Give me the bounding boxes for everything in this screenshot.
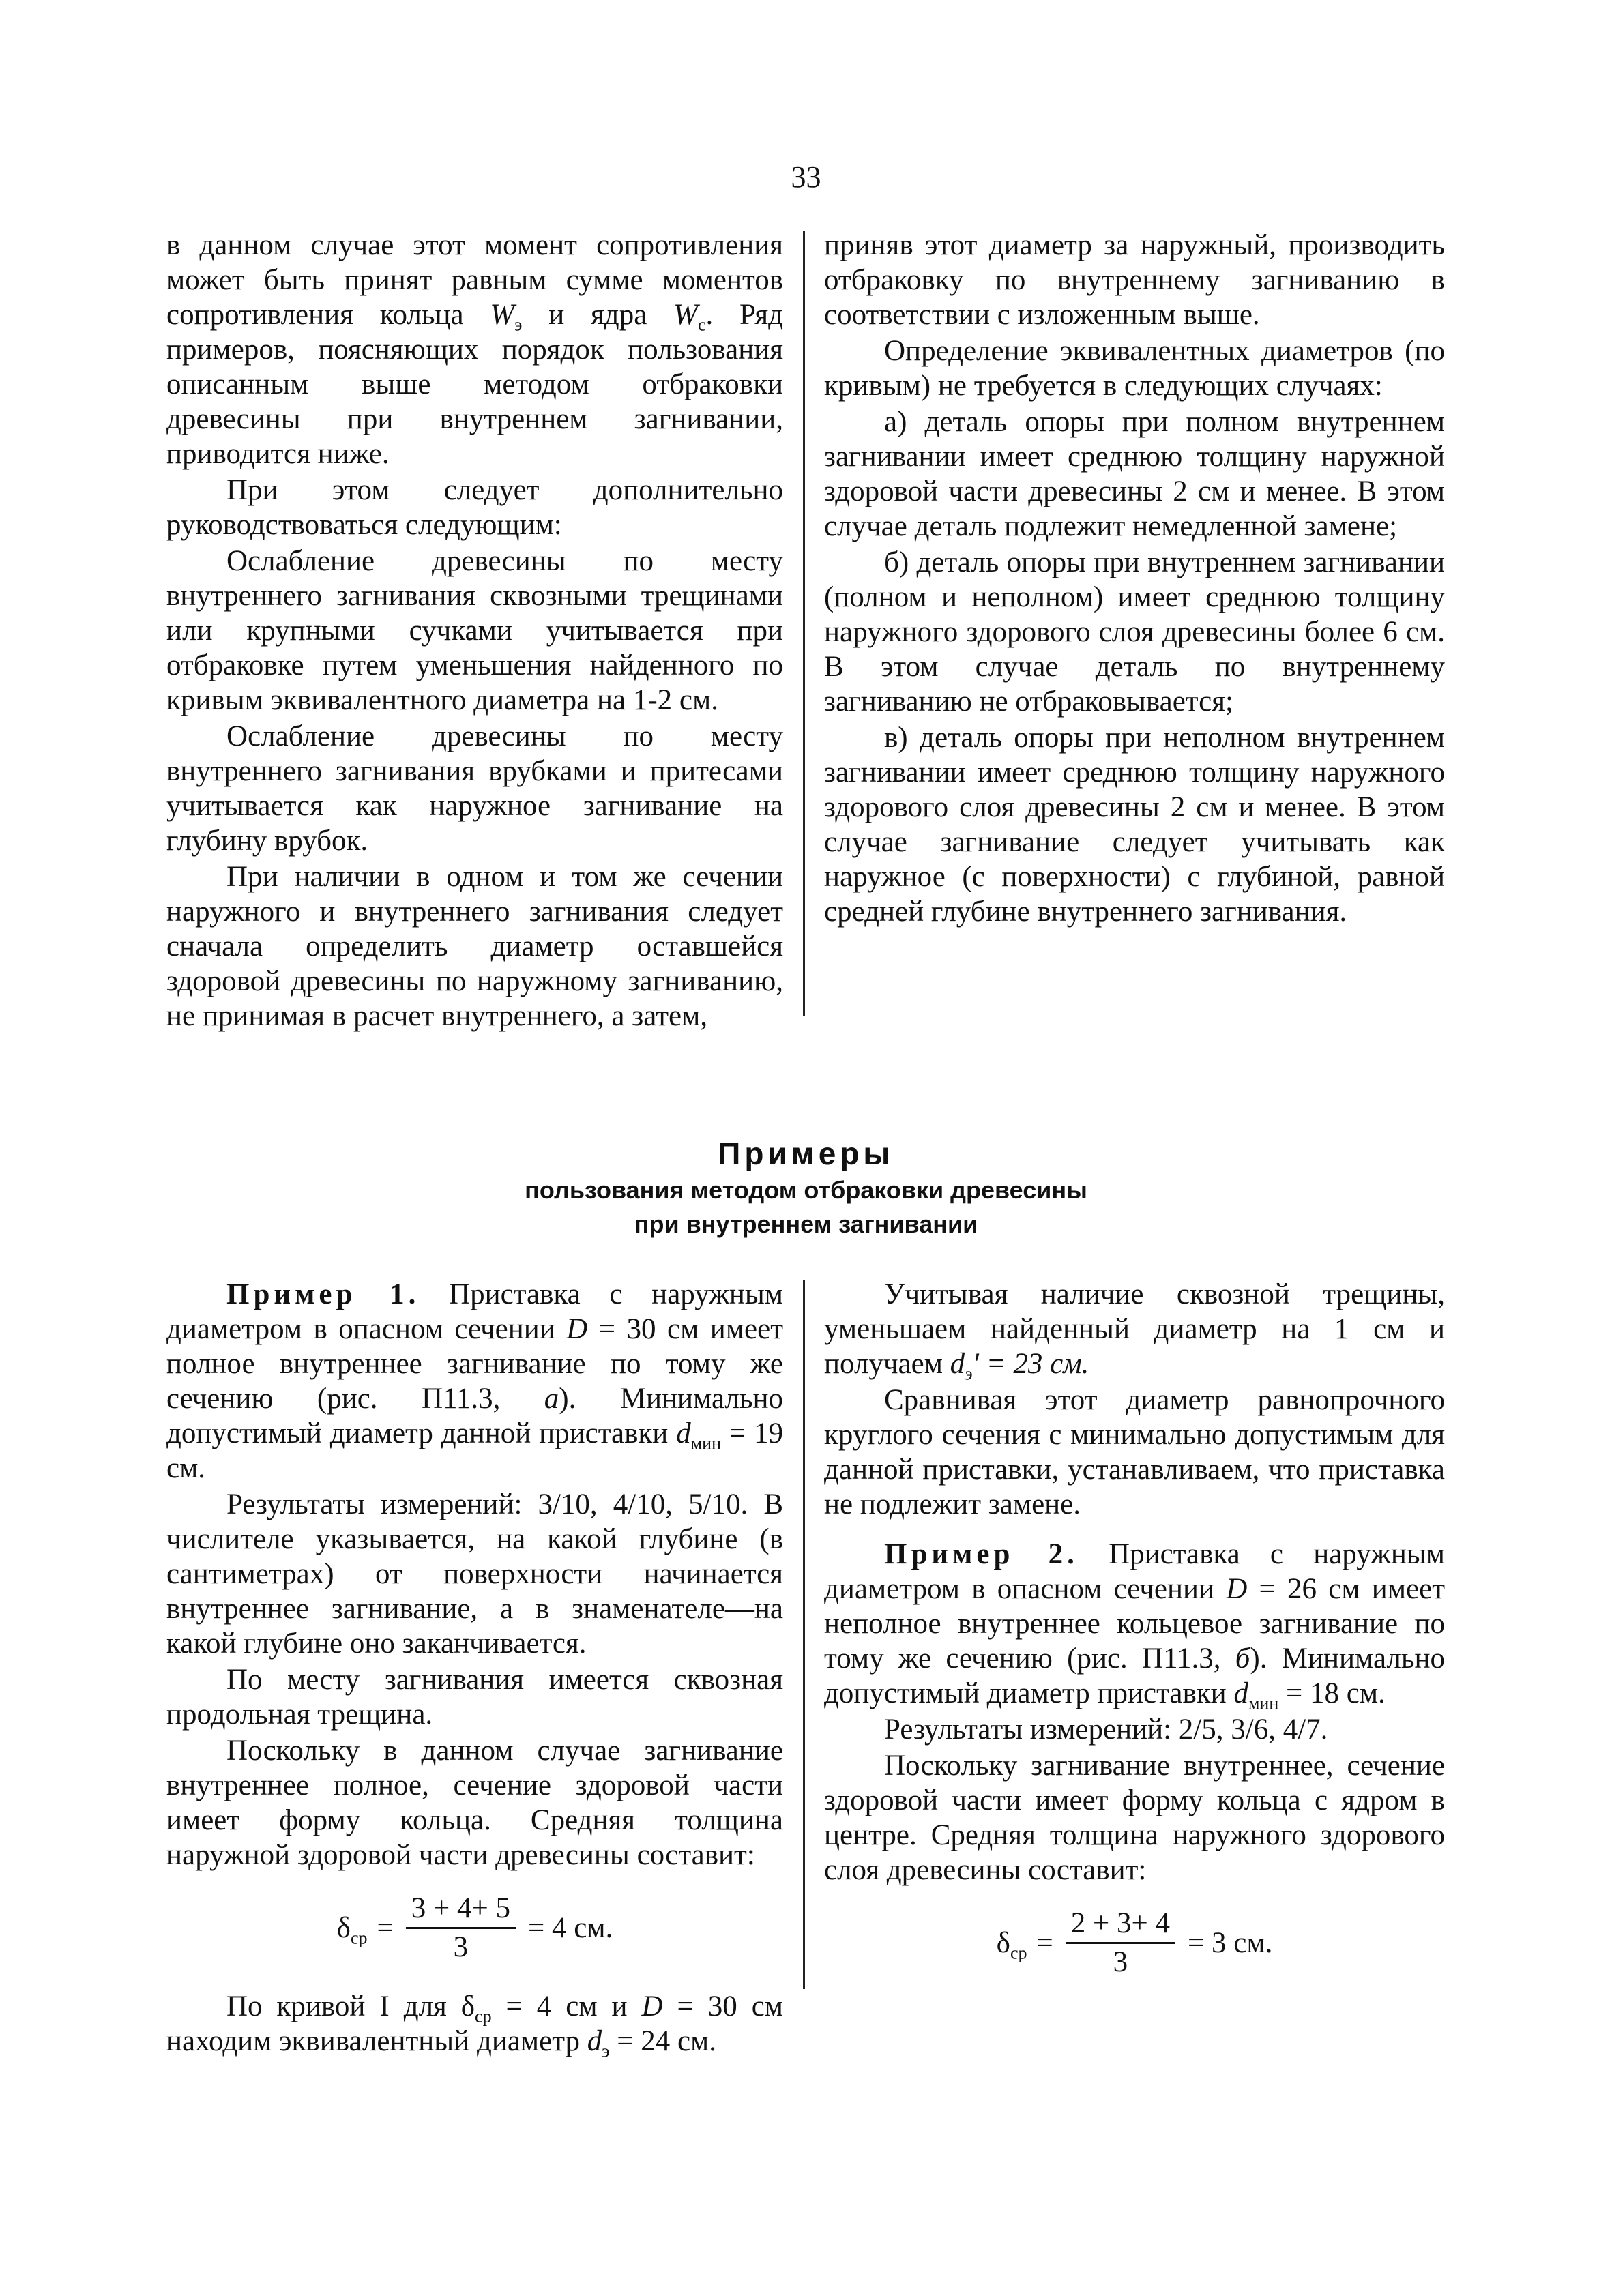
symbol-d: d [587,2025,602,2057]
formula-equals: = [377,1912,394,1944]
subscript: мин [1248,1693,1279,1713]
formula-lhs [336,1911,368,1948]
text-run: . Ряд примеров, поясняющих порядок пользования описанным выше методом отбраковки древесины при внутреннем загнивании, приводится ниже. [166,299,783,470]
text-run: Приставка с наружным диаметром в опасном сечении [824,1538,1445,1605]
text-run: По кривой I для δ [226,1990,475,2022]
example-1-intro [166,1277,783,1486]
text-run: Учитывая наличие сквозной трещины, уменьшаем найденный диаметр на 1 см и получаем [824,1278,1445,1380]
text-run: = 26 см имеет неполное внутреннее кольцевое загнивание по тому же сечению (рис. П11.3, [824,1573,1445,1675]
paragraph: приняв этот диаметр за наружный, производить отбраковку по внутреннему загниванию в соответствии с изложенным выше. [824,229,1445,331]
symbol-D: D [566,1313,588,1345]
paragraph [166,228,783,471]
text-run: ). Минимально допустимый диаметр приставки [824,1643,1445,1709]
top-right-column [824,228,1445,930]
paragraph: При этом следует дополнительно руководствоваться следующим: [166,474,783,541]
formula-average-thickness [824,1907,1445,1979]
text-run: = 19 см. [166,1417,783,1484]
paragraph: Определение эквивалентных диаметров (по кривым) не требуется в следующих случаях: [824,335,1445,402]
subscript: c [697,314,706,335]
formula-rhs: = 3 см. [1188,1927,1273,1959]
bottom-left-column [166,1277,783,2060]
text-run: в данном случае этот момент сопротивления может быть принят равным сумме моментов сопротивления кольца [166,229,783,331]
formula-fraction [406,1892,516,1964]
example-2-intro [824,1537,1445,1711]
text-run: ' = 23 см. [972,1348,1089,1380]
paragraph: Поскольку загнивание внутреннее, сечение здоровой части имеет форму кольца с ядром в центре. Средняя толщина наружного здорового слоя древесины составит: [824,1750,1445,1886]
subscript: ср [1010,1943,1027,1963]
paragraph: а) деталь опоры при полном внутреннем загнивании имеет среднюю толщину наружной здоровой части древесины 2 см и менее. В этом случае деталь подлежит немедленной замене; [824,406,1445,542]
symbol-W: W [673,299,698,331]
bottom-right-column [824,1277,1445,2004]
text-run: = 30 см находим эквивалентный диаметр [166,1990,784,2057]
heading-subtitle-line2: при внутреннем загнивании [634,1210,978,1238]
formula-fraction [1066,1907,1175,1979]
symbol-d: d [950,1348,965,1380]
text-run: = 4 см и [491,1990,642,2022]
symbol-D: D [1226,1573,1248,1605]
figure-letter: а [544,1383,559,1415]
paragraph: Ослабление древесины по месту внутреннего загнивания сквозными трещинами или крупными сучками учитывается при отбраковке путем уменьшения найденного по кривым эквивалентного диаметра на 1-2 см. [166,545,783,716]
formula-lhs [996,1926,1027,1963]
page-number: 33 [791,160,821,194]
paragraph: По месту загнивания имеется сквозная продольная трещина. [166,1664,783,1731]
text-run: Приставка с наружным диаметром в опасном сечении [166,1278,783,1345]
paragraph: Поскольку в данном случае загнивание внутреннее полное, сечение здоровой части имеет форму кольца. Средняя толщина наружной здоровой части древесины составит: [166,1735,783,1871]
symbol-W: W [490,299,515,331]
subscript: э [514,314,523,335]
fraction-numerator: 3 + 4+ 5 [406,1892,516,1929]
paragraph: б) деталь опоры при внутреннем загнивании (полном и неполном) имеет среднюю толщину наружного здорового слоя древесины более 6 см. В этом случае деталь по внутреннему загниванию не отбраковывается; [824,546,1445,718]
delta-symbol: δ [336,1912,351,1944]
subscript: мин [690,1433,721,1454]
example-label: Пример 2. [884,1538,1079,1570]
heading-subtitle-line1: пользования методом отбраковки древесины [525,1176,1087,1204]
paragraph: При наличии в одном и том же сечении наружного и внутреннего загнивания следует сначала определить диаметр оставшейся здоровой древесины по наружному загниванию, не принимая в расчет внутреннего, а затем, [166,861,783,1032]
paragraph: Результаты измерений: 3/10, 4/10, 5/10. В числителе указывается, на какой глубине (в сантиметрах) от поверхности начинается внутреннее загнивание, а в знаменателе—на какой глубине оно заканчивается. [166,1488,783,1660]
symbol-D: D [641,1990,663,2022]
example-label: Пример 1. [226,1278,420,1310]
formula-average-thickness [166,1892,783,1964]
column-divider [803,1280,805,1989]
subscript: ср [350,1928,368,1948]
text-run: ). Минимально допустимый диаметр данной приставки [166,1383,783,1449]
formula-equals: = [1036,1927,1053,1959]
symbol-d: d [1233,1677,1248,1709]
figure-letter: б [1235,1643,1250,1675]
section-heading [0,1134,1612,1241]
paragraph: Ослабление древесины по месту внутреннего загнивания врубками и притесами учитывается как наружное загнивание на глубину врубок. [166,720,783,857]
paragraph: Сравнивая этот диаметр равнопрочного круглого сечения с минимально допустимым для данной приставки, устанавливаем, что приставка не подлежит замене. [824,1384,1445,1520]
text-run: = 24 см. [609,2025,716,2057]
subscript: э [965,1364,973,1384]
text-run: и ядра [522,299,674,331]
fraction-denominator: 3 [1113,1946,1128,1978]
paragraph: Результаты измерений: 2/5, 3/6, 4/7. [884,1713,1328,1746]
subscript: э [602,2041,610,2061]
paragraph: в) деталь опоры при неполном внутреннем загнивании имеет среднюю толщину наружного здорового слоя древесины 2 см и менее. В этом случае загнивание следует учитывать как наружное (с поверхности) с глубиной, равной средней глубине внутреннего загнивания. [824,722,1445,928]
paragraph [166,1989,783,2059]
paragraph [824,1277,1445,1384]
text-run: = 30 см имеет полное внутреннее загнивание по тому же сечению (рис. П11.3, [166,1313,783,1415]
heading-title: Примеры [718,1136,894,1171]
symbol-d: d [676,1417,691,1449]
subscript: ср [475,2006,492,2027]
formula-rhs: = 4 см. [528,1912,613,1944]
delta-symbol: δ [996,1927,1010,1959]
top-left-column [166,228,783,1035]
fraction-denominator: 3 [453,1931,469,1963]
text-run: = 18 см. [1278,1677,1386,1709]
column-divider [803,231,805,1016]
fraction-numerator: 2 + 3+ 4 [1066,1907,1175,1944]
